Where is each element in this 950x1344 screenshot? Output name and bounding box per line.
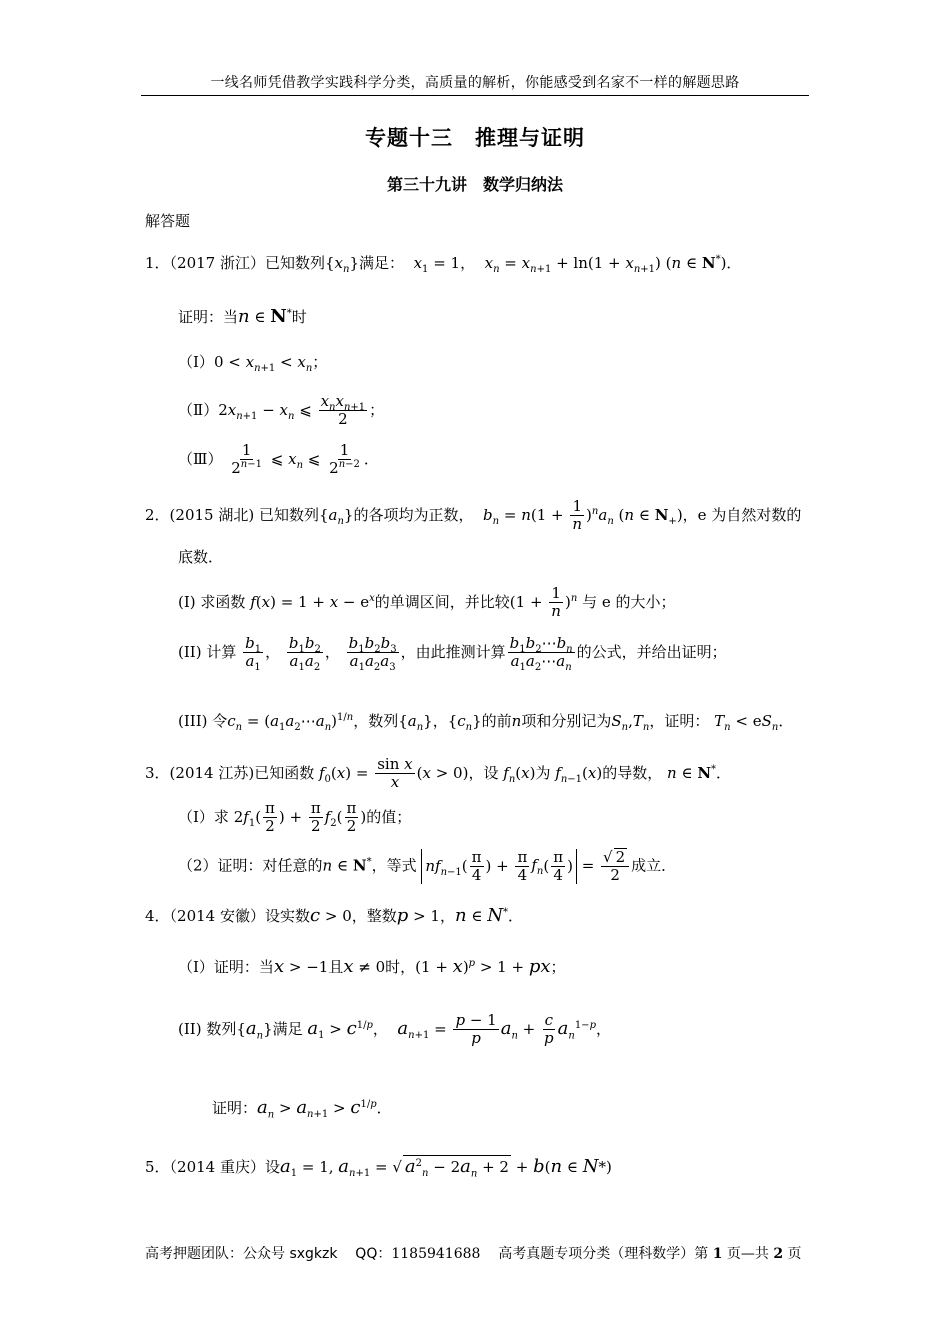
problem-4-part-i: （Ⅰ）证明：当x > −1且x ≠ 0时，$(1 + x)^p > 1$ + px； bbox=[178, 956, 566, 977]
part-ii-mid: 满足 bbox=[272, 1019, 303, 1038]
part-iii-label: (III) 令 bbox=[178, 712, 228, 730]
problem-4-statement: 4．（2014 安徽）设实数c > 0，整数p > 1，n ∈ N*． bbox=[145, 905, 523, 926]
footer-qq: 1185941688 bbox=[391, 1246, 481, 1262]
problem-2-part-iii: (III) 令$c_n$ = $(a_1a_2\cdots a_n)^{1/n}$，数列$\{a_n\}$，$\{c_n\}$的前n项和分别记为$S_n,T_n$，证明： $T_n < eS_n$． bbox=[178, 712, 794, 733]
footer-team: 高考押题团队：公众号 bbox=[145, 1246, 285, 1262]
problem-4-mid: ，整数 bbox=[351, 907, 397, 925]
problem-3-statement: 3．(2014 江苏)已知函数 $f_0(x)$ = $\frac{\text{sin x}}{x}$ (x > 0)，设 $f_n(x)$为 $f_{n-1}(x)$的导数， n ∈ N*． bbox=[145, 755, 732, 792]
part-iii-mid: ，数列 bbox=[353, 712, 399, 730]
part-ii-label: （2）证明：对任意的 bbox=[178, 856, 323, 875]
footer-series: 高考真题专项分类（理科数学）第 bbox=[498, 1246, 709, 1262]
part-i-label: （Ⅰ）求 bbox=[178, 807, 229, 826]
problem-2-part-i: (I) 求函数 $f(x) = 1 + x - e^x$的单调区间，并比较(1 + $\frac{1}{n}$ )$^n$ 与 e 的大小； bbox=[178, 584, 676, 621]
page-footer bbox=[145, 1243, 802, 1263]
part-ii-end: 的公式，并给出证明； bbox=[576, 642, 727, 661]
part-ii-label: （Ⅱ） bbox=[178, 400, 219, 419]
problem-4-prove: 证明：$a_n > a_{n+1} > c^{1/p}$． bbox=[212, 1097, 392, 1121]
part-i-label: (I) 求函数 bbox=[178, 592, 246, 611]
page-header: 一线名师凭借教学实践科学分类，高质量的解析，你能感受到名家不一样的解题思路 bbox=[210, 75, 740, 91]
problem-3-part-i: （Ⅰ）求 $2f_1$( $\frac{\pi}{2}$ ) + $\frac{\pi}{2}$ $f_2$( $\frac{\pi}{2}$ )的值； bbox=[178, 799, 412, 836]
problem-2-tail: ，e 为自然对数的 bbox=[682, 505, 802, 524]
footer-account: sxgkzk bbox=[289, 1246, 338, 1262]
problem-2-tail-line: 底数． bbox=[178, 548, 224, 566]
problem-4-intro: 4．（2014 安徽）设实数 bbox=[145, 907, 310, 925]
part-ii-mid: ，由此推测计算 bbox=[400, 642, 506, 661]
part-iii-label: （Ⅲ） bbox=[178, 449, 223, 468]
problem-3-cond3: 的导数， bbox=[602, 763, 663, 782]
footer-qq-label: QQ： bbox=[355, 1246, 392, 1262]
part-ii-end: 成立． bbox=[631, 856, 677, 875]
part-i-label: （Ⅰ）证明：当 bbox=[178, 958, 274, 976]
part-iii-mid3: 项和分别记为 bbox=[521, 712, 612, 730]
part-iii-mid4: ，证明： bbox=[649, 712, 710, 730]
footer-total-pages: 2 bbox=[773, 1246, 784, 1262]
problem-2-statement: 2．(2015 湖北) 已知数列$\{a_n\}$的各项均为正数， $b_n = n(1$ + $\frac{1}{n}$ )$^na_n$ (n ∈ $N_+$)，e 为自然对数的 bbox=[145, 497, 802, 534]
problem-1-part-i: （Ⅰ）0 < $x_{n+1} < x_n$； bbox=[178, 353, 328, 374]
problem-5-intro: 5．（2014 重庆）设 bbox=[145, 1158, 280, 1176]
problem-4-part-ii: (II) 数列$\{a_n\}$满足 $a_1 > c^{1/p}$， $a_{n+1}$ = $\frac{p - 1}{p}$ $a_n$ + $\frac{c}{p}$ $a_n^{1-p}$， bbox=[178, 1011, 611, 1048]
header-divider bbox=[141, 95, 809, 96]
problem-1-intro: 1．（2017 浙江）已知数列 bbox=[145, 254, 325, 272]
problem-1-cond: 满足： bbox=[359, 254, 405, 272]
section-heading: 解答题 bbox=[145, 212, 191, 230]
part-i-label: （Ⅰ） bbox=[178, 353, 214, 371]
problem-1-part-iii: （Ⅲ） $\frac{1}{2^{n-1}}$ ⩽ $x_n$ ⩽ $\frac{1}{2^{n-2}}$ ． bbox=[178, 441, 379, 478]
page-subtitle: 第三十九讲 数学归纳法 bbox=[386, 175, 563, 194]
part-i-end: 的值； bbox=[366, 807, 412, 826]
part-ii-label: (II) 数列 bbox=[178, 1019, 237, 1038]
problem-3-cond: ，设 bbox=[468, 763, 499, 782]
problem-3-intro: 3．(2014 江苏)已知函数 bbox=[145, 763, 315, 782]
part-ii-label: (II) 计算 bbox=[178, 642, 237, 661]
problem-3-part-ii: （2）证明：对任意的n ∈ N*，等式 $nf_{n-1}$( $\frac{\pi}{4}$ ) + $\frac{\pi}{4}$ $f_n$( $\frac{\pi}{4}$ ) = $\frac{√ 2}{2}$ 成立． bbox=[178, 847, 677, 885]
problem-1-prove: 证明：当 bbox=[178, 308, 239, 326]
part-iii-mid2: 的前 bbox=[481, 712, 512, 730]
problem-5-statement: 5．（2014 重庆）设$a_1 = 1$, $a_{n+1}$ = √ $a^2_n - 2a_n + 2 + b(n$ ∈ N*) bbox=[145, 1156, 612, 1180]
part-i-mid2: 时， bbox=[385, 958, 416, 976]
problem-2-cond: 的各项均为正数， bbox=[353, 505, 474, 524]
footer-end: 页 bbox=[787, 1246, 802, 1262]
problem-2-intro: 2．(2015 湖北) 已知数列 bbox=[145, 505, 319, 524]
problem-1-part-ii: $(Ⅱ)2x_{n+1} - x_n$ ⩽ $\frac{x_nx_{n+1}}{2}$ ； bbox=[178, 392, 385, 429]
part-i-mid: 的单调区间，并比较 bbox=[374, 592, 510, 611]
problem-1-statement: 1．（2017 浙江）已知数列$\{x_n\}$满足： $x_1 = 1$， $x_n = x_{n+1} + \ln(1 + x_{n+1})$ (n ∈ N*)． bbox=[145, 254, 742, 275]
problem-2-part-ii: (II) 计算 $\frac{b_1}{a_1}$ ， $\frac{b_1b_2}{a_1a_2}$ ， $\frac{b_1b_2b_3}{a_1a_2a_3}$ ，由此推测计算 $\frac{b_1b_2\cdots b_n}{a_1a_2\cdots a_n}$ 的公式，并给出证明； bbox=[178, 634, 727, 674]
problem-1-prove-end: 时 bbox=[291, 308, 307, 326]
problem-4-prove-label: 证明： bbox=[212, 1099, 258, 1117]
part-i-mid: 且 bbox=[328, 958, 344, 976]
problem-1-prove-line: 证明：当n ∈ N*时 bbox=[178, 306, 307, 327]
part-i-end: 与 e 的大小； bbox=[582, 592, 676, 611]
footer-mid: 页—共 bbox=[726, 1246, 769, 1262]
problem-3-cond2: 为 bbox=[535, 763, 551, 782]
page-title: 专题十三 推理与证明 bbox=[365, 126, 585, 150]
footer-page-number: 1 bbox=[712, 1246, 723, 1262]
part-ii-mid: ，等式 bbox=[371, 856, 417, 875]
